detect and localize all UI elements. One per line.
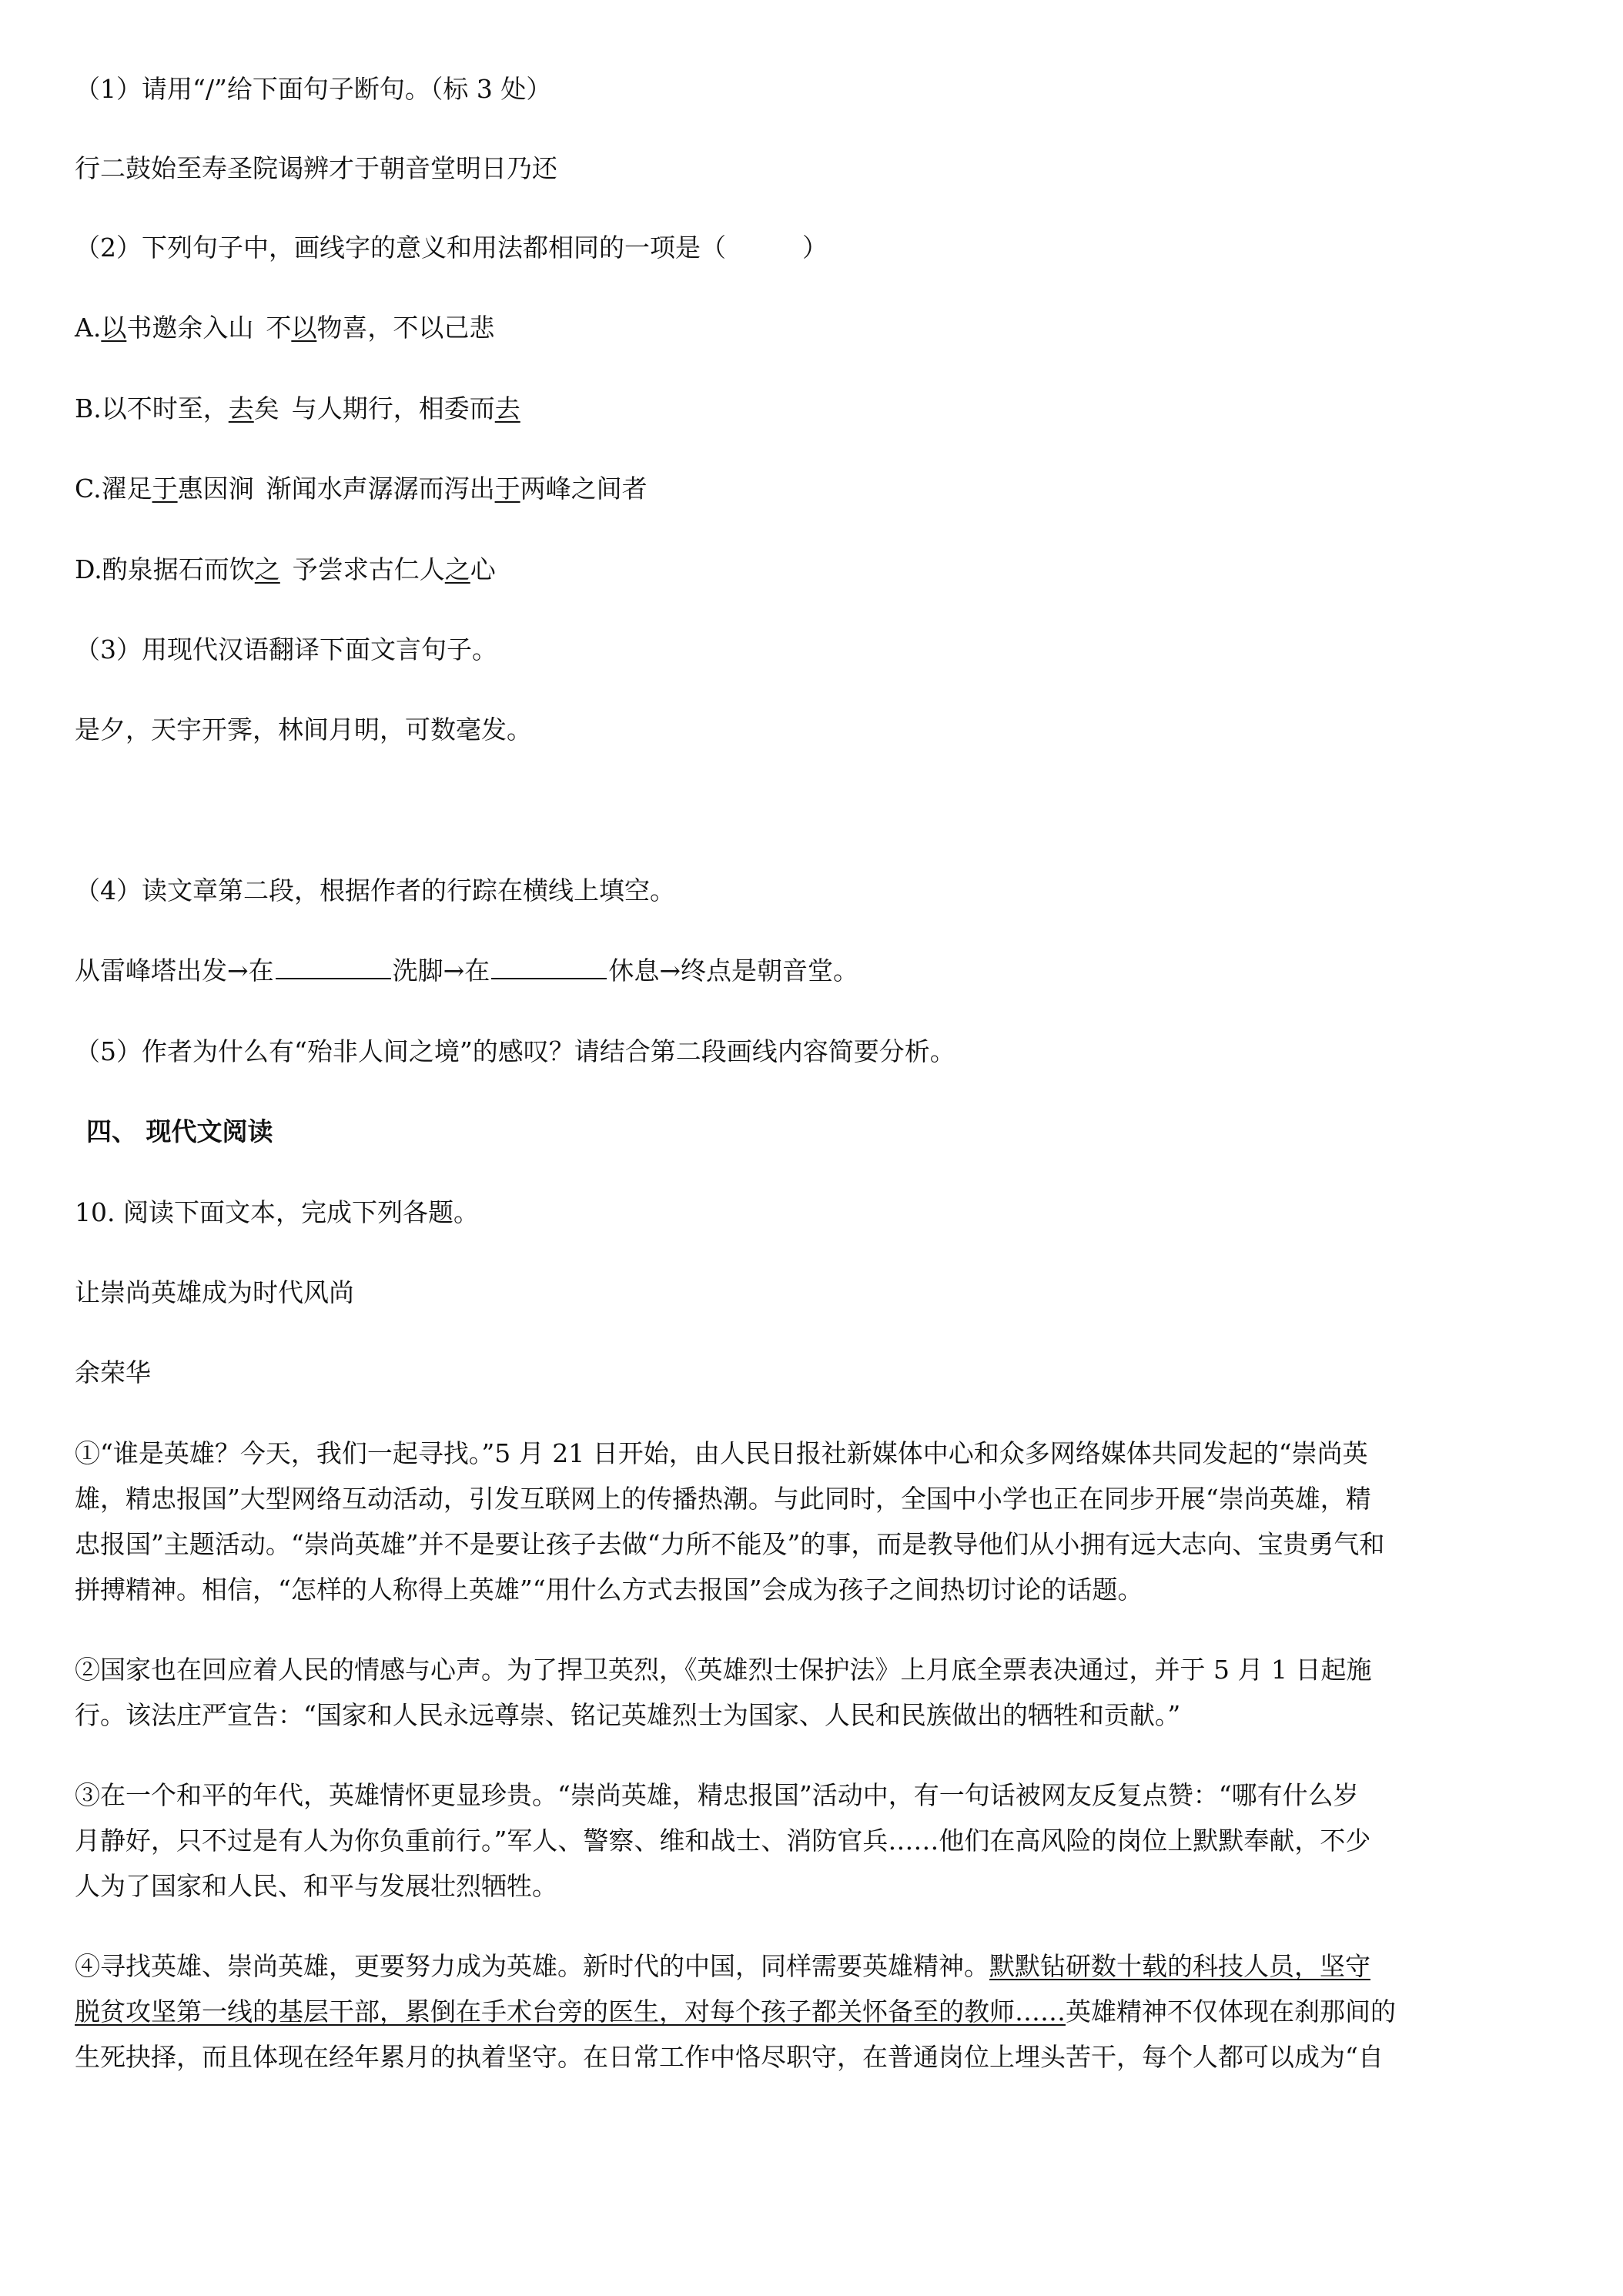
question-4-fill: 从雷峰塔出发→在 洗脚→在 休息→终点是朝音堂。 — [75, 951, 858, 991]
answer-blank-1[interactable] — [276, 952, 391, 979]
article-author: 余荣华 — [75, 1357, 151, 1387]
question-2-prompt: （2）下列句子中，画线字的意义和用法都相同的一项是（ ） — [75, 233, 828, 263]
underlined-char: 于 — [152, 474, 178, 504]
underlined-char: 以 — [101, 313, 127, 343]
underlined-char: 之 — [254, 554, 280, 584]
paragraph-2-line: ②国家也在回应着人民的情感与心声。为了捍卫英烈，《英雄烈士保护法》上月底全票表决通过，并于 5 月 1 日起施 — [75, 1655, 1372, 1685]
paragraph-4-line: 生死抉择，而且体现在经年累月的执着坚守。在日常工作中恪尽职守，在普通岗位上埋头苦干，每个人都可以成为“自 — [75, 2042, 1384, 2072]
underlined-passage: 默默钻研数十载的科技人员，坚守 — [989, 1951, 1370, 1981]
question-3-prompt: （3）用现代汉语翻译下面文言句子。 — [75, 634, 497, 664]
underlined-char: 去 — [228, 393, 254, 423]
question-3-sentence: 是夕，天宇开霁，林间月明，可数毫发。 — [75, 715, 532, 745]
paragraph-1-line: 拼搏精神。相信，“怎样的人称得上英雄”“用什么方式去报国”会成为孩子之间热切讨论的话题。 — [75, 1575, 1143, 1605]
paragraph-2-line: 行。该法庄严宣告：“国家和人民永远尊崇、铭记英雄烈士为国家、人民和民族做出的牺牲和贡献。” — [75, 1700, 1181, 1730]
option-b: B.以不时至，去矣 与人期行，相委而去 — [75, 393, 520, 423]
underlined-char: 于 — [494, 474, 520, 504]
underlined-char: 去 — [494, 393, 520, 423]
underlined-passage: 脱贫攻坚第一线的基层干部，累倒在手术台旁的医生，对每个孩子都关怀备至的教师…… — [75, 1996, 1066, 2027]
underlined-char: 之 — [444, 554, 470, 584]
paragraph-1-line: ①“谁是英雄？今天，我们一起寻找。”5 月 21 日开始，由人民日报社新媒体中心和众多网络媒体共同发起的“崇尚英 — [75, 1438, 1368, 1468]
underlined-char: 以 — [291, 313, 317, 343]
paragraph-1-line: 雄，精忠报国”大型网络互动活动，引发互联网上的传播热潮。与此同时，全国中小学也正在同步开展“崇尚英雄，精 — [75, 1484, 1371, 1514]
question-1-sentence: 行二鼓始至寿圣院谒辨才于朝音堂明日乃还 — [75, 153, 557, 183]
answer-blank-2[interactable] — [491, 952, 607, 979]
question-10-prompt: 10. 阅读下面文本，完成下列各题。 — [75, 1197, 479, 1227]
paragraph-4-line: 脱贫攻坚第一线的基层干部，累倒在手术台旁的医生，对每个孩子都关怀备至的教师……英雄精神不仅体现在刹那间的 — [75, 1996, 1396, 2027]
question-5-prompt: （5）作者为什么有“殆非人间之境”的感叹？请结合第二段画线内容简要分析。 — [75, 1036, 955, 1066]
paragraph-3-line: 月静好，只不过是有人为你负重前行。”军人、警察、维和战士、消防官兵……他们在高风险的岗位上默默奉献，不少 — [75, 1826, 1371, 1856]
paragraph-3-line: 人为了国家和人民、和平与发展壮烈牺牲。 — [75, 1871, 557, 1901]
section-heading: 四、 现代文阅读 — [86, 1116, 273, 1146]
question-4-prompt: （4）读文章第二段，根据作者的行踪在横线上填空。 — [75, 875, 675, 905]
paragraph-4-line: ④寻找英雄、崇尚英雄，更要努力成为英雄。新时代的中国，同样需要英雄精神。默默钻研数十载的科技人员，坚守 — [75, 1951, 1370, 1981]
question-1-prompt: （1）请用“/”给下面句子断句。（标 3 处） — [75, 74, 552, 104]
option-a: A.以书邀余入山 不以物喜，不以己悲 — [75, 313, 495, 343]
option-c: C.濯足于惠因涧 渐闻水声潺潺而泻出于两峰之间者 — [75, 474, 648, 504]
article-title: 让崇尚英雄成为时代风尚 — [75, 1277, 354, 1307]
option-d: D.酌泉据石而饮之 予尝求古仁人之心 — [75, 554, 496, 584]
paragraph-3-line: ③在一个和平的年代，英雄情怀更显珍贵。“崇尚英雄，精忠报国”活动中，有一句话被网友反复点赞：“哪有什么岁 — [75, 1780, 1359, 1810]
paragraph-1-line: 忠报国”主题活动。“崇尚英雄”并不是要让孩子去做“力所不能及”的事，而是教导他们从小拥有远大志向、宝贵勇气和 — [75, 1529, 1385, 1559]
